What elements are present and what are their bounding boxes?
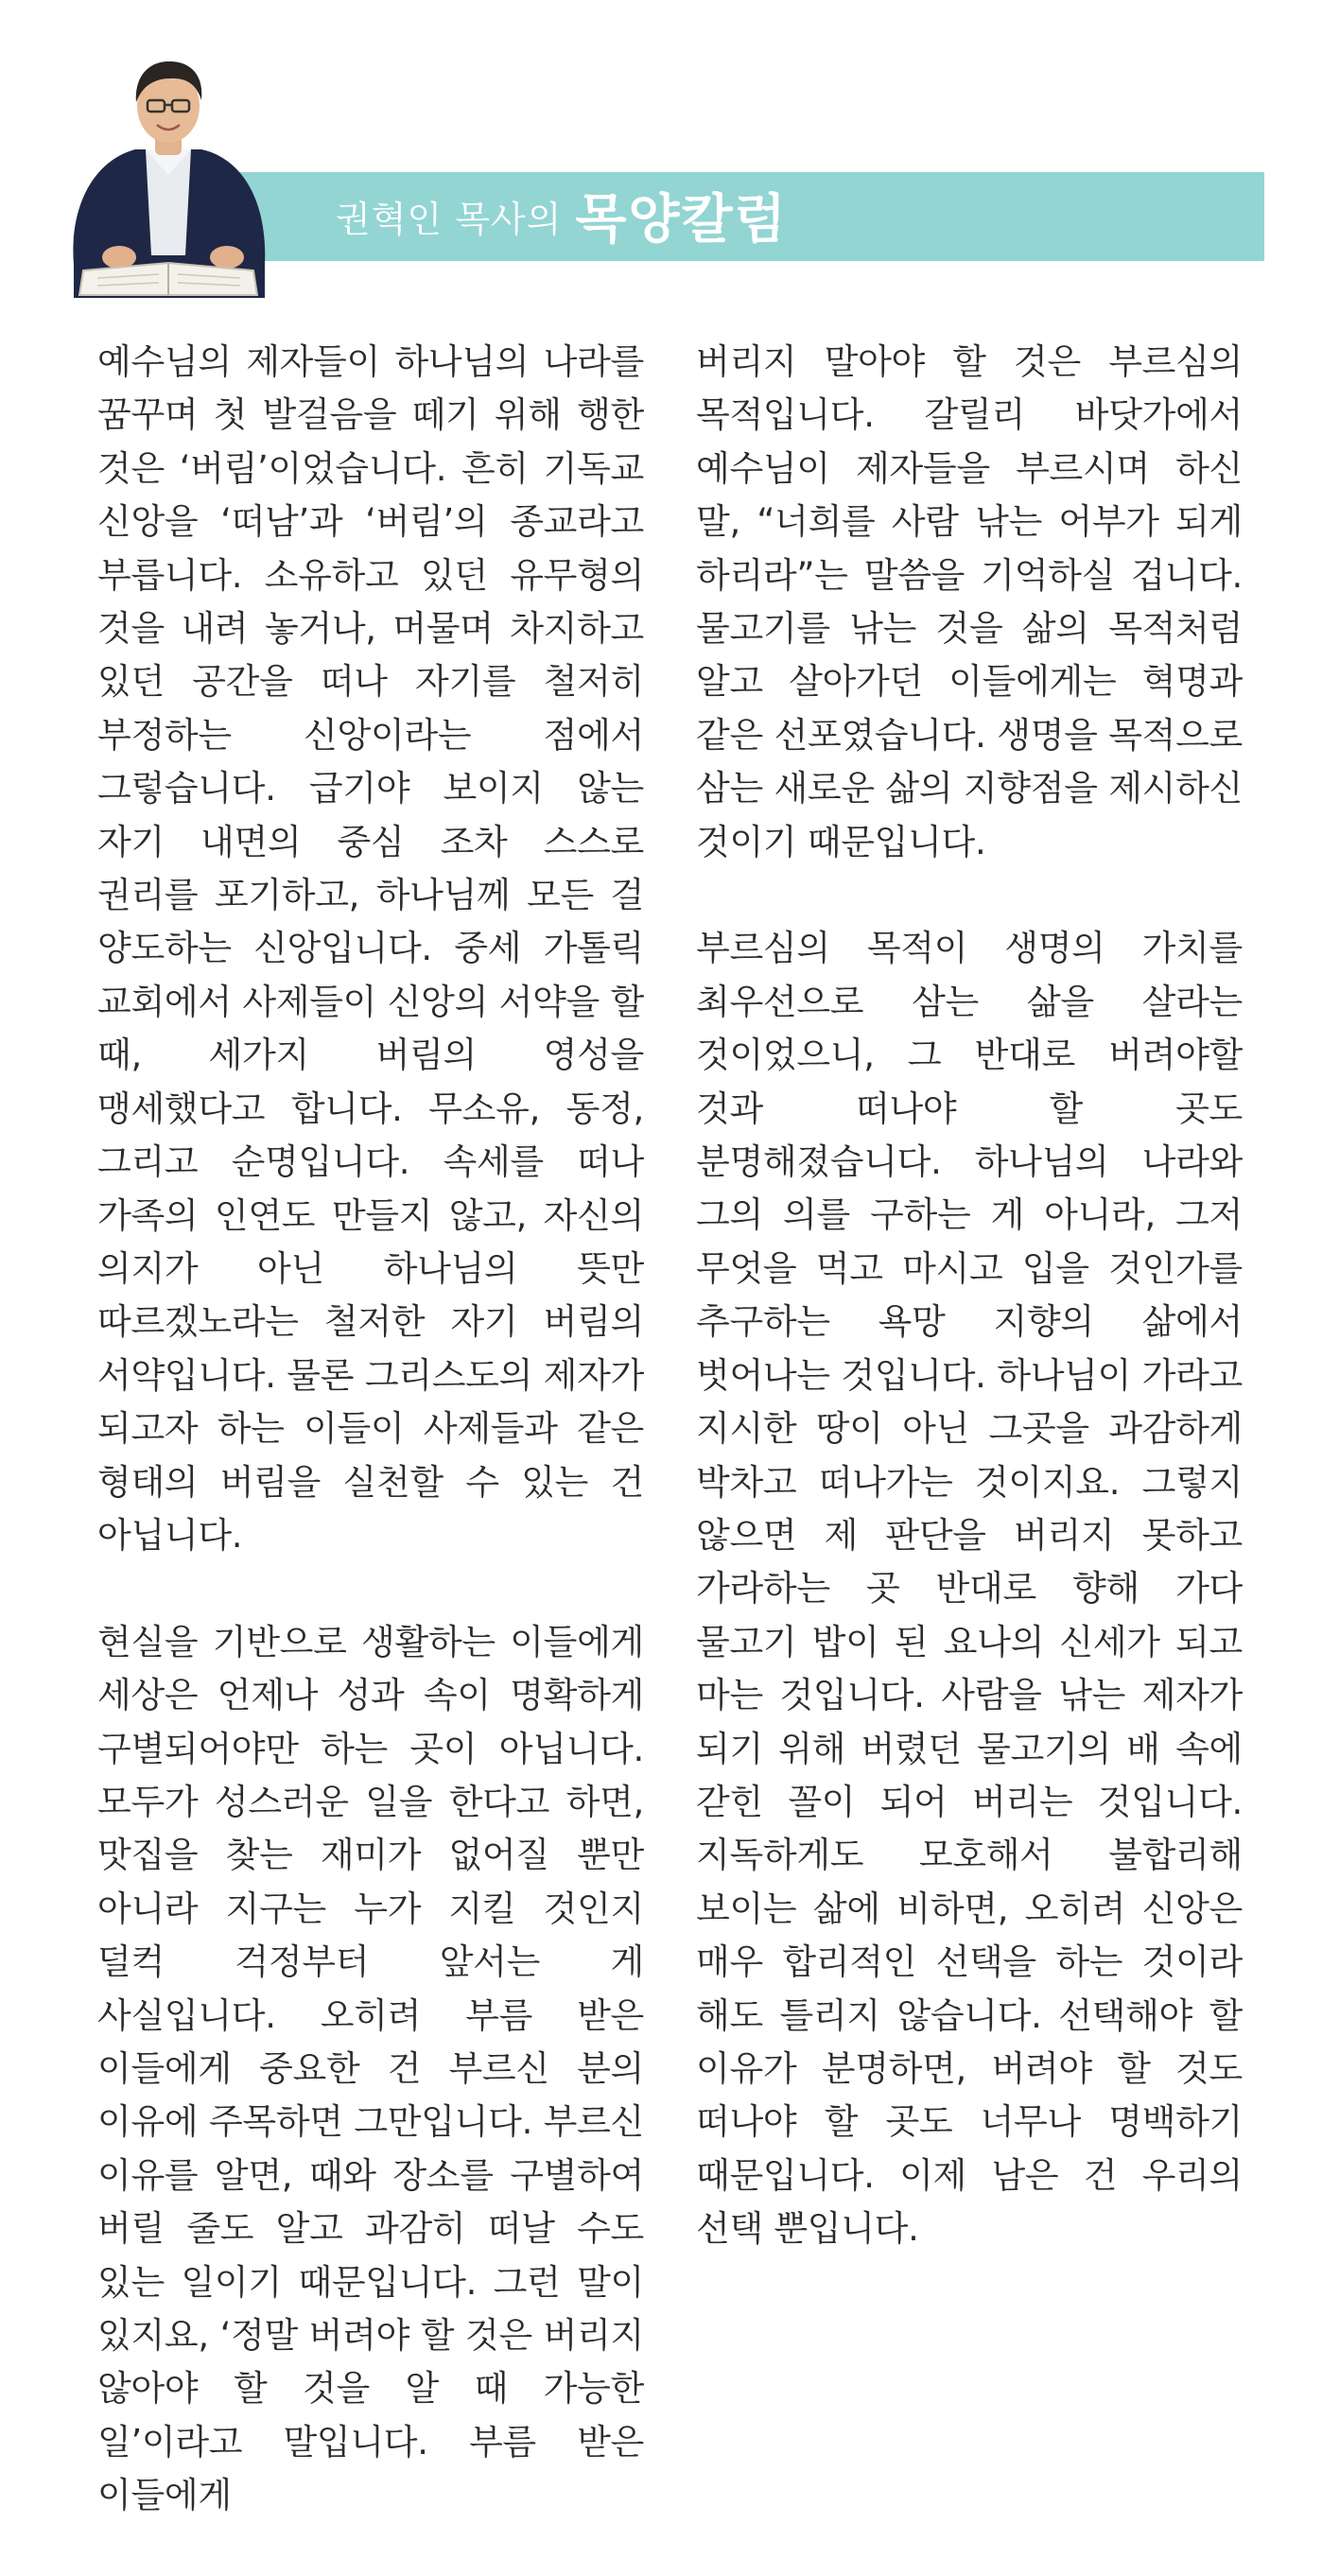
paragraph: 버리지 말아야 할 것은 부르심의 목적입니다. 갈릴리 바닷가에서 예수님이 제자들을 부르시며 하신 말, “너희를 사람 낚는 어부가 되게 하리라”는 말씀을 기억하실 겁니다. 물고기를 낚는 것을 삶의 목적처럼 알고 살아가던 이들에게는 혁명과 같은 선포였습니다. 생명을 목적으로 삼는 새로운 삶의 지향점을 제시하신 것이기 때문입니다. [696, 341, 1243, 862]
heading-title: 목양칼럼 [575, 188, 788, 251]
right-text-column [696, 336, 1243, 2309]
paragraph: 현실을 기반으로 생활하는 이들에게 세상은 언제나 성과 속이 명확하게 구별되어야만 하는 곳이 아닙니다. 모두가 성스러운 일을 한다고 하면, 맛집을 찾는 재미가 없어질 뿐만 아니라 지구는 누가 지킬 것인지 덜컥 걱정부터 앞서는 게 사실입니다. 오히려 부름 받은 이들에게 중요한 건 부르신 분의 이유에 주목하면 그만입니다. 부르신 이유를 알면, 때와 장소를 구별하여 버릴 줄도 알고 과감히 떠날 수도 있는 일이기 때문입니다. 그런 말이 있지요, ‘정말 버려야 할 것은 버리지 않아야 할 것을 알 때 가능한 일’이라고 말입니다. 부름 받은 이들에게 [97, 1621, 644, 2516]
paragraph: 예수님의 제자들이 하나님의 나라를 꿈꾸며 첫 발걸음을 떼기 위해 행한 것은 ‘버림’이었습니다. 흔히 기독교 신앙을 ‘떠남’과 ‘버림’의 종교라고 부릅니다. 소유하고 있던 유무형의 것을 내려 놓거나, 머물며 차지하고 있던 공간을 떠나 자기를 철저히 부정하는 신앙이라는 점에서 그렇습니다. 급기야 보이지 않는 자기 내면의 중심 조차 스스로 권리를 포기하고, 하나님께 모든 걸 양도하는 신앙입니다. 중세 가톨릭 교회에서 사제들이 신앙의 서약을 할 때, 세가지 버림의 영성을 맹세했다고 합니다. 무소유, 동정, 그리고 순명입니다. 속세를 떠나 가족의 인연도 만들지 않고, 자신의 의지가 아닌 하나님의 뜻만 따르겠노라는 철저한 자기 버림의 서약입니다. 물론 그리스도의 제자가 되고자 하는 이들이 사제들과 같은 형태의 버림을 실천할 수 있는 건 아닙니다. [97, 341, 644, 1556]
pastor-portrait [55, 47, 282, 298]
column-heading [336, 178, 788, 253]
left-text-column [97, 336, 644, 2576]
paragraph: 부르심의 목적이 생명의 가치를 최우선으로 삼는 삶을 살라는 것이었으니, 그 반대로 버려야할 것과 떠나야 할 곳도 분명해졌습니다. 하나님의 나라와 그의 의를 구하는 게 아니라, 그저 무엇을 먹고 마시고 입을 것인가를 추구하는 욕망 지향의 삶에서 벗어나는 것입니다. 하나님이 가라고 지시한 땅이 아닌 그곳을 과감하게 박차고 떠나가는 것이지요. 그렇지 않으면 제 판단을 버리지 못하고 가라하는 곳 반대로 향해 가다 물고기 밥이 된 요나의 신세가 되고 마는 것입니다. 사람을 낚는 제자가 되기 위해 버렸던 물고기의 배 속에 갇힌 꼴이 되어 버리는 것입니다. 지독하게도 모호해서 불합리해 보이는 삶에 비하면, 오히려 신앙은 매우 합리적인 선택을 하는 것이라 해도 틀리지 않습니다. 선택해야 할 이유가 분명하면, 버려야 할 것도 떠나야 할 곳도 너무나 명백하기 때문입니다. 이제 남은 건 우리의 선택 뿐입니다. [696, 928, 1243, 2250]
heading-author: 권혁인 목사의 [336, 198, 563, 240]
